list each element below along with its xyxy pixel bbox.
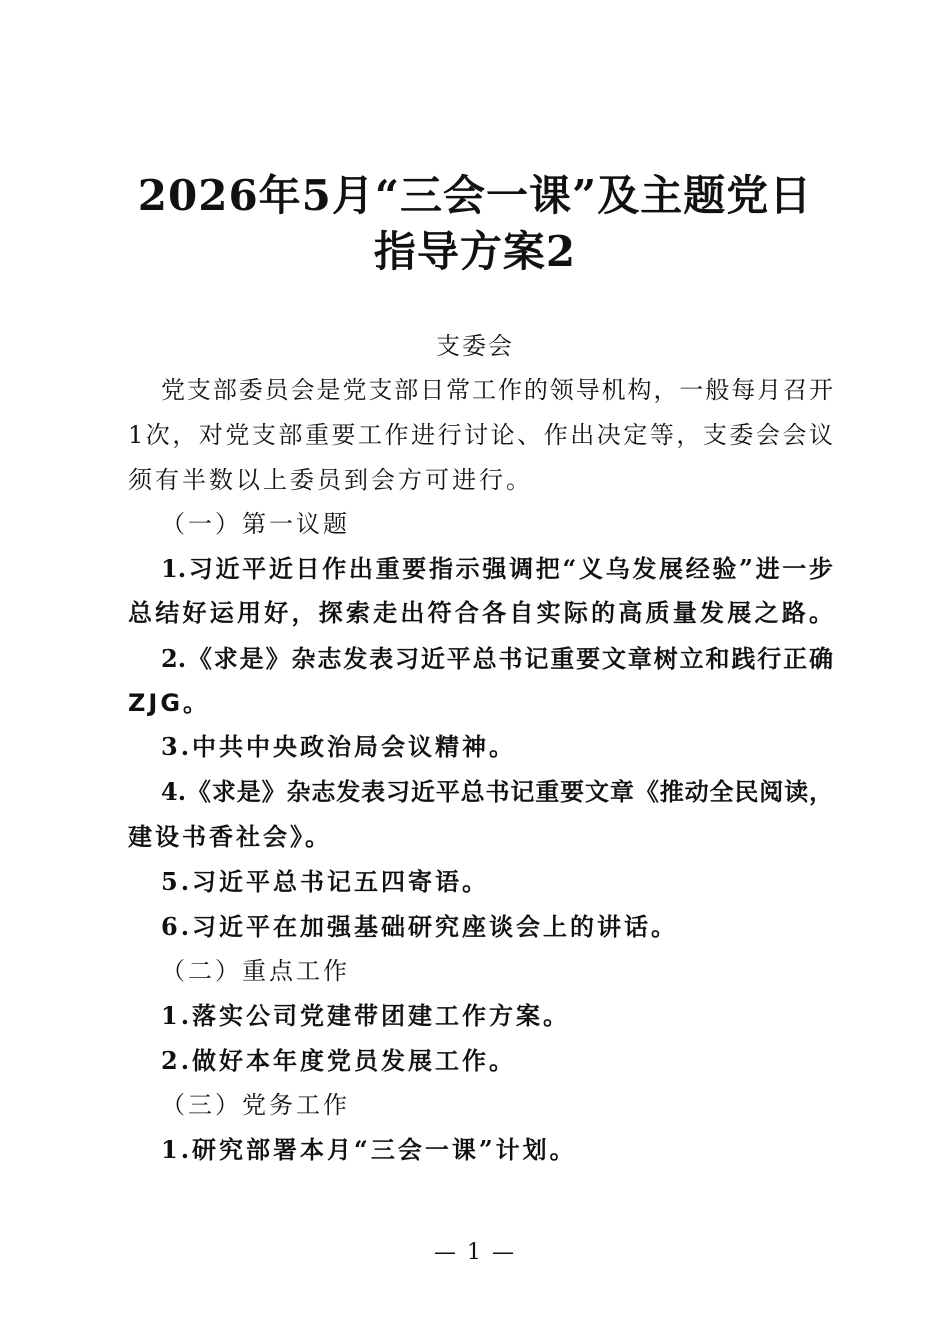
list-item: 3.中共中央政治局会议精神。 bbox=[161, 732, 517, 761]
list-item: 2.做好本年度党员发展工作。 bbox=[161, 1046, 517, 1075]
document-title-line1: 2026年5月“三会一课”及主题党日 bbox=[137, 171, 813, 220]
list-item: 建设书香社会》。 bbox=[128, 822, 332, 851]
intro-paragraph-line: 党支部委员会是党支部日常工作的领导机构，一般每月召开 bbox=[161, 376, 833, 404]
list-item: 总结好运用好，探索走出符合各自实际的高质量发展之路。 bbox=[128, 598, 833, 627]
page-number: — 1 — bbox=[434, 1240, 516, 1265]
subsection-heading: （二）重点工作 bbox=[161, 957, 350, 985]
list-item: 1.研究部署本月“三会一课”计划。 bbox=[161, 1135, 577, 1164]
list-item: ZJG。 bbox=[128, 689, 211, 717]
document-title-line2: 指导方案2 bbox=[373, 227, 577, 276]
list-item: 2.《求是》杂志发表习近平总书记重要文章树立和践行正确 bbox=[161, 644, 833, 673]
section-heading: 支委会 bbox=[436, 332, 514, 360]
subsection-heading: （一）第一议题 bbox=[161, 510, 350, 538]
list-item: 1.习近平近日作出重要指示强调把“义乌发展经验”进一步 bbox=[161, 554, 833, 583]
intro-paragraph-line: 须有半数以上委员到会方可进行。 bbox=[128, 466, 533, 494]
intro-paragraph-line: 1次，对党支部重要工作进行讨论、作出决定等，支委会会议 bbox=[128, 421, 833, 449]
list-item: 4.《求是》杂志发表习近平总书记重要文章《推动全民阅读， bbox=[161, 777, 833, 806]
list-item: 6.习近平在加强基础研究座谈会上的讲话。 bbox=[161, 912, 679, 941]
list-item: 1.落实公司党建带团建工作方案。 bbox=[161, 1001, 571, 1030]
list-item: 5.习近平总书记五四寄语。 bbox=[161, 867, 490, 896]
subsection-heading: （三）党务工作 bbox=[161, 1091, 350, 1119]
